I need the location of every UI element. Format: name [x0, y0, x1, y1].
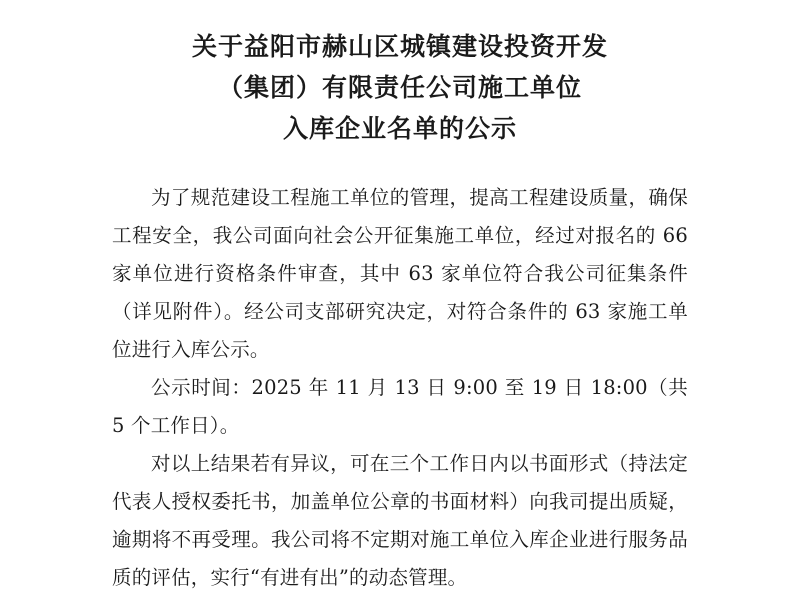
paragraph-1: 为了规范建设工程施工单位的管理，提高工程建设质量，确保工程安全，我公司面向社会公开征集施工单位，经过对报名的 66 家单位进行资格条件审查，其中 63 家单位符合我公司征集条件（详见附件）。经公司支部研究决定，对符合条件的 63 家施工单位进行入库公示。 [112, 186, 688, 361]
title-line-3: 入库企业名单的公示 [282, 114, 517, 143]
page-title [112, 18, 688, 149]
title-line-2: （集团）有限责任公司施工单位 [217, 73, 582, 102]
document-body [112, 179, 688, 597]
paragraph-3: 对以上结果若有异议，可在三个工作日内以书面形式（持法定代表人授权委托书，加盖单位公章的书面材料）向我司提出质疑，逾期将不再受理。我公司将不定期对施工单位入库企业进行服务品质的评估，实行“有进有出”的动态管理。 [112, 452, 688, 589]
paragraph-2: 公示时间：2025 年 11 月 13 日 9:00 至 19 日 18:00（共 5 个工作日）。 [112, 376, 688, 437]
title-line-1: 关于益阳市赫山区城镇建设投资开发 [191, 32, 608, 61]
